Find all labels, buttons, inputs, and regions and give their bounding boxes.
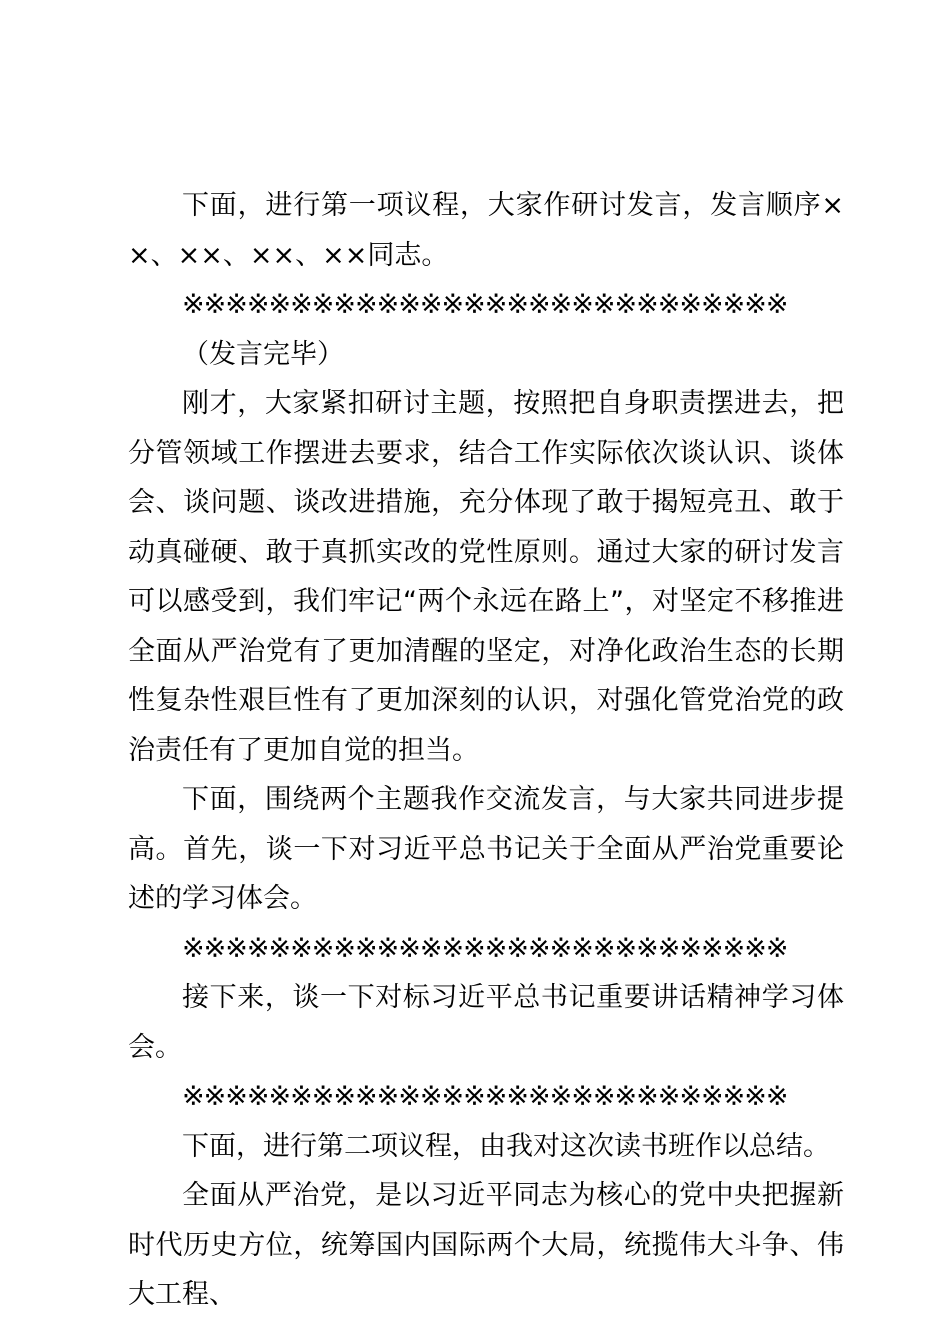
document-page [128, 181, 844, 1320]
omission-marks-3: ※※※※※※※※※※※※※※※※※※※※※※※※※※※※ [182, 1081, 788, 1112]
paragraph-exchange-speech-intro: 下面，围绕两个主题我作交流发言，与大家共同进步提高。首先，谈一下对习近平总书记关于全面从严治党重要论述的学习体会。 [128, 784, 844, 914]
omission-marks-2: ※※※※※※※※※※※※※※※※※※※※※※※※※※※※ [182, 932, 788, 964]
omission-marks-1: ※※※※※※※※※※※※※※※※※※※※※※※※※※※※ [182, 289, 788, 320]
paragraph-second-agenda: 下面，进行第二项议程，由我对这次读书班作以总结。 [182, 1130, 830, 1162]
paragraph-summary-of-speeches: 刚才，大家紧扣研讨主题，按照把自身职责摆进去，把分管领域工作摆进去要求，结合工作实际依次谈认识、谈体会、谈问题、谈改进措施，充分体现了敢于揭短亮丑、敢于动真碰硬、敢于真抓实改的党性原则。通过大家的研讨发言可以感受到，我们牢记“两个永远在路上”，对坚定不移推进全面从严治党有了更加清醒的坚定，对净化政治生态的长期性复杂性艰巨性有了更加深刻的认识，对强化管党治党的政治责任有了更加自觉的担当。 [128, 388, 844, 766]
paragraph-strict-governance: 全面从严治党，是以习近平同志为核心的党中央把握新时代历史方位，统筹国内国际两个大局，统揽伟大斗争、伟大工程、 [128, 1180, 844, 1310]
paragraph-speech-finished: （发言完毕） [182, 338, 344, 370]
paragraph-first-agenda: 下面，进行第一项议程，大家作研讨发言，发言顺序××、××、××、××同志。 [128, 190, 844, 271]
paragraph-next-topic: 接下来，谈一下对标习近平总书记重要讲话精神学习体会。 [128, 982, 844, 1063]
